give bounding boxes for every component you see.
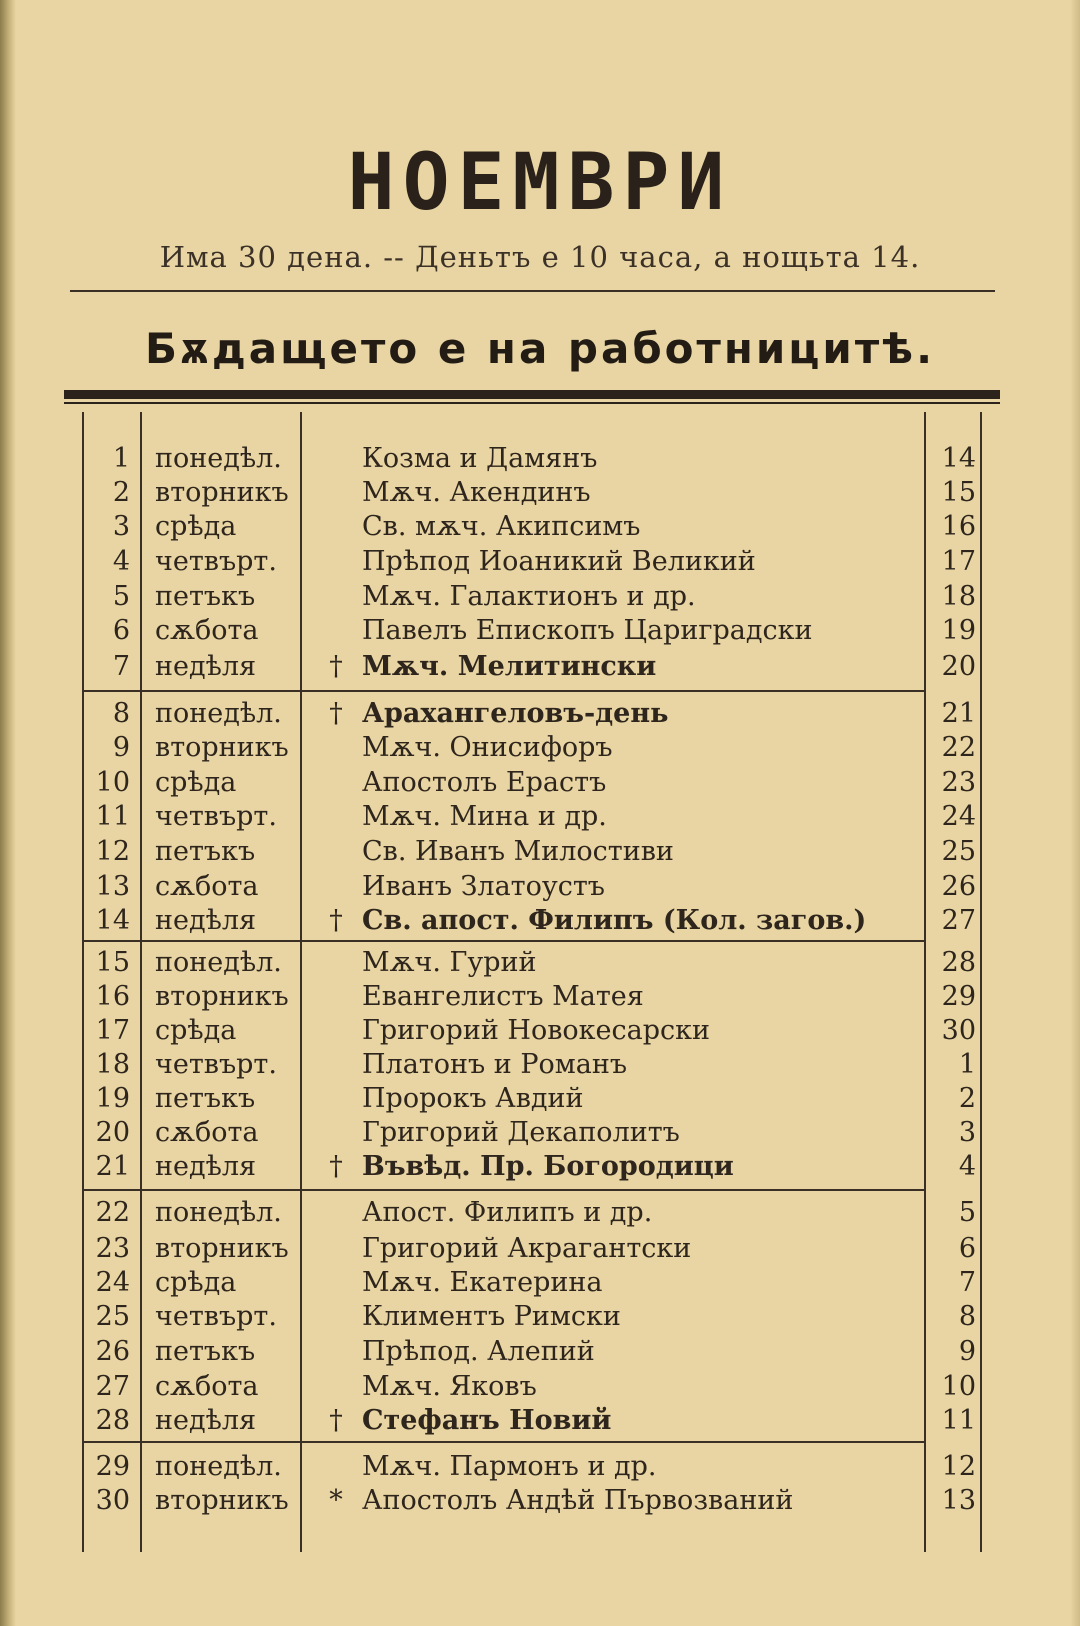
- day-number: 12: [95, 836, 130, 867]
- month-subtitle: Има 30 дена. -- Деньтъ е 10 часа, а нощьта 14.: [159, 240, 921, 274]
- table-row: [0, 904, 1080, 938]
- old-style-date: 7: [958, 1267, 976, 1298]
- old-style-date: 11: [941, 1405, 976, 1436]
- saint-name: Козма и Дамянъ: [362, 443, 598, 474]
- table-row: [0, 476, 1080, 510]
- old-style-date: 19: [941, 615, 976, 646]
- table-row: [0, 1335, 1080, 1369]
- old-style-date: 23: [941, 767, 976, 798]
- weekday: сѫбота: [155, 871, 259, 902]
- table-row: [0, 614, 1080, 648]
- weekday: срѣда: [155, 767, 237, 798]
- old-style-date: 4: [958, 1151, 976, 1182]
- month-title: НОЕМВРИ: [347, 138, 733, 228]
- weekday: вторникъ: [155, 477, 289, 508]
- week-separator: [84, 1189, 924, 1191]
- old-style-date: 26: [941, 871, 976, 902]
- weekday: понедѣл.: [155, 947, 282, 978]
- feast-mark: †: [329, 1405, 343, 1436]
- day-number: 25: [95, 1301, 130, 1332]
- thick-divider-rule: [64, 390, 1000, 399]
- day-number: 29: [95, 1451, 130, 1482]
- day-number: 16: [95, 981, 130, 1012]
- saint-name: Мѫч. Пармонъ и др.: [362, 1451, 657, 1482]
- thin-divider-rule: [64, 402, 1000, 404]
- table-row: [0, 1232, 1080, 1266]
- weekday: петъкъ: [155, 836, 256, 867]
- old-style-date: 13: [941, 1485, 976, 1516]
- table-row: [0, 1266, 1080, 1300]
- table-row: [0, 545, 1080, 579]
- table-row: [0, 835, 1080, 869]
- day-number: 24: [95, 1267, 130, 1298]
- old-style-date: 18: [941, 581, 976, 612]
- table-row: [0, 946, 1080, 980]
- saint-name: Павелъ Епископъ Цариградски: [362, 615, 813, 646]
- weekday: четвърт.: [155, 1049, 277, 1080]
- saint-name: Иванъ Златоустъ: [362, 871, 605, 902]
- day-number: 4: [112, 546, 130, 577]
- week-separator: [84, 1441, 924, 1443]
- feast-mark: †: [329, 905, 343, 936]
- saint-name: Мѫч. Мина и др.: [362, 801, 607, 832]
- saint-name: Въвѣд. Пр. Богородици: [362, 1151, 734, 1182]
- table-row: [0, 442, 1080, 476]
- saint-name: Климентъ Римски: [362, 1301, 621, 1332]
- weekday: срѣда: [155, 1267, 237, 1298]
- day-number: 11: [95, 801, 130, 832]
- slogan: Бѫдащето е на работницитѣ.: [144, 324, 936, 373]
- saint-name: Григорий Декаполитъ: [362, 1117, 680, 1148]
- weekday: срѣда: [155, 511, 237, 542]
- day-number: 20: [95, 1117, 130, 1148]
- week-separator: [84, 940, 924, 942]
- saint-name: Апостолъ Ерастъ: [362, 767, 607, 798]
- old-style-date: 8: [958, 1301, 976, 1332]
- old-style-date: 24: [941, 801, 976, 832]
- weekday: понедѣл.: [155, 443, 282, 474]
- day-number: 19: [95, 1083, 130, 1114]
- weekday: понедѣл.: [155, 698, 282, 729]
- weekday: петъкъ: [155, 581, 256, 612]
- old-style-date: 20: [941, 651, 976, 682]
- day-number: 3: [112, 511, 130, 542]
- old-style-date: 25: [941, 836, 976, 867]
- feast-mark: *: [329, 1485, 343, 1516]
- weekday: сѫбота: [155, 1371, 259, 1402]
- table-row: [0, 1404, 1080, 1438]
- saint-name: Прѣпод Иоаникий Великий: [362, 546, 756, 577]
- day-number: 7: [112, 651, 130, 682]
- table-row: [0, 510, 1080, 544]
- table-row: [0, 1116, 1080, 1150]
- saint-name: Григорий Новокесарски: [362, 1015, 711, 1046]
- day-number: 2: [112, 477, 130, 508]
- weekday: петъкъ: [155, 1083, 256, 1114]
- day-number: 21: [95, 1151, 130, 1182]
- old-style-date: 1: [958, 1049, 976, 1080]
- saint-name: Апостолъ Андѣй Първозваний: [362, 1485, 794, 1516]
- old-style-date: 22: [941, 732, 976, 763]
- saint-name: Св. апост. Филипъ (Кол. загов.): [362, 905, 867, 936]
- weekday: четвърт.: [155, 1301, 277, 1332]
- table-row: [0, 1370, 1080, 1404]
- table-row: [0, 1196, 1080, 1230]
- day-number: 13: [95, 871, 130, 902]
- weekday: вторникъ: [155, 1233, 289, 1264]
- table-row: [0, 697, 1080, 731]
- old-style-date: 14: [941, 443, 976, 474]
- weekday: четвърт.: [155, 546, 277, 577]
- table-row: [0, 766, 1080, 800]
- old-style-date: 16: [941, 511, 976, 542]
- old-style-date: 12: [941, 1451, 976, 1482]
- table-row: [0, 800, 1080, 834]
- old-style-date: 5: [958, 1197, 976, 1228]
- day-number: 14: [95, 905, 130, 936]
- saint-name: Мѫч. Гурий: [362, 947, 537, 978]
- table-row: [0, 580, 1080, 614]
- table-row: [0, 650, 1080, 684]
- weekday: понедѣл.: [155, 1197, 282, 1228]
- old-style-date: 29: [941, 981, 976, 1012]
- saint-name: Григорий Акрагантски: [362, 1233, 692, 1264]
- saint-name: Прѣпод. Алепий: [362, 1336, 595, 1367]
- saint-name: Мѫч. Яковъ: [362, 1371, 537, 1402]
- saint-name: Мѫч. Галактионъ и др.: [362, 581, 696, 612]
- day-number: 26: [95, 1336, 130, 1367]
- day-number: 1: [112, 443, 130, 474]
- day-number: 6: [112, 615, 130, 646]
- saint-name: Мѫч. Екатерина: [362, 1267, 603, 1298]
- table-row: [0, 1048, 1080, 1082]
- table-row: [0, 870, 1080, 904]
- old-style-date: 15: [941, 477, 976, 508]
- weekday: сѫбота: [155, 615, 259, 646]
- saint-name: Евангелистъ Матея: [362, 981, 644, 1012]
- saint-name: Апост. Филипъ и др.: [362, 1197, 653, 1228]
- old-style-date: 2: [958, 1083, 976, 1114]
- day-number: 5: [112, 581, 130, 612]
- feast-mark: †: [329, 651, 343, 682]
- weekday: понедѣл.: [155, 1451, 282, 1482]
- weekday: вторникъ: [155, 981, 289, 1012]
- saint-name: Св. мѫч. Акипсимъ: [362, 511, 641, 542]
- old-style-date: 3: [958, 1117, 976, 1148]
- weekday: вторникъ: [155, 1485, 289, 1516]
- weekday: недѣля: [155, 1151, 257, 1182]
- saint-name: Платонъ и Романъ: [362, 1049, 628, 1080]
- day-number: 10: [95, 767, 130, 798]
- saint-name: Стефанъ Новий: [362, 1405, 612, 1436]
- saint-name: Арахангеловъ-день: [362, 698, 669, 729]
- table-row: [0, 1300, 1080, 1334]
- old-style-date: 9: [958, 1336, 976, 1367]
- day-number: 9: [112, 732, 130, 763]
- table-row: [0, 980, 1080, 1014]
- old-style-date: 28: [941, 947, 976, 978]
- weekday: недѣля: [155, 651, 257, 682]
- table-row: [0, 731, 1080, 765]
- feast-mark: †: [329, 1151, 343, 1182]
- weekday: недѣля: [155, 905, 257, 936]
- weekday: четвърт.: [155, 801, 277, 832]
- old-style-date: 21: [941, 698, 976, 729]
- day-number: 22: [95, 1197, 130, 1228]
- saint-name: Пророкъ Авдий: [362, 1083, 584, 1114]
- old-style-date: 17: [941, 546, 976, 577]
- table-row: [0, 1014, 1080, 1048]
- table-row: [0, 1484, 1080, 1518]
- weekday: вторникъ: [155, 732, 289, 763]
- day-number: 8: [112, 698, 130, 729]
- day-number: 30: [95, 1485, 130, 1516]
- weekday: недѣля: [155, 1405, 257, 1436]
- weekday: сѫбота: [155, 1117, 259, 1148]
- saint-name: Мѫч. Мелитински: [362, 651, 657, 682]
- old-style-date: 30: [941, 1015, 976, 1046]
- old-style-date: 6: [958, 1233, 976, 1264]
- saint-name: Мѫч. Акендинъ: [362, 477, 591, 508]
- old-style-date: 27: [941, 905, 976, 936]
- table-row: [0, 1082, 1080, 1116]
- day-number: 18: [95, 1049, 130, 1080]
- divider-rule: [70, 290, 995, 292]
- saint-name: Св. Иванъ Милостиви: [362, 836, 674, 867]
- day-number: 23: [95, 1233, 130, 1264]
- feast-mark: †: [329, 698, 343, 729]
- day-number: 27: [95, 1371, 130, 1402]
- week-separator: [84, 690, 924, 692]
- table-row: [0, 1150, 1080, 1184]
- table-row: [0, 1450, 1080, 1484]
- day-number: 28: [95, 1405, 130, 1436]
- weekday: петъкъ: [155, 1336, 256, 1367]
- saint-name: Мѫч. Онисифоръ: [362, 732, 613, 763]
- weekday: срѣда: [155, 1015, 237, 1046]
- day-number: 15: [95, 947, 130, 978]
- old-style-date: 10: [941, 1371, 976, 1402]
- day-number: 17: [95, 1015, 130, 1046]
